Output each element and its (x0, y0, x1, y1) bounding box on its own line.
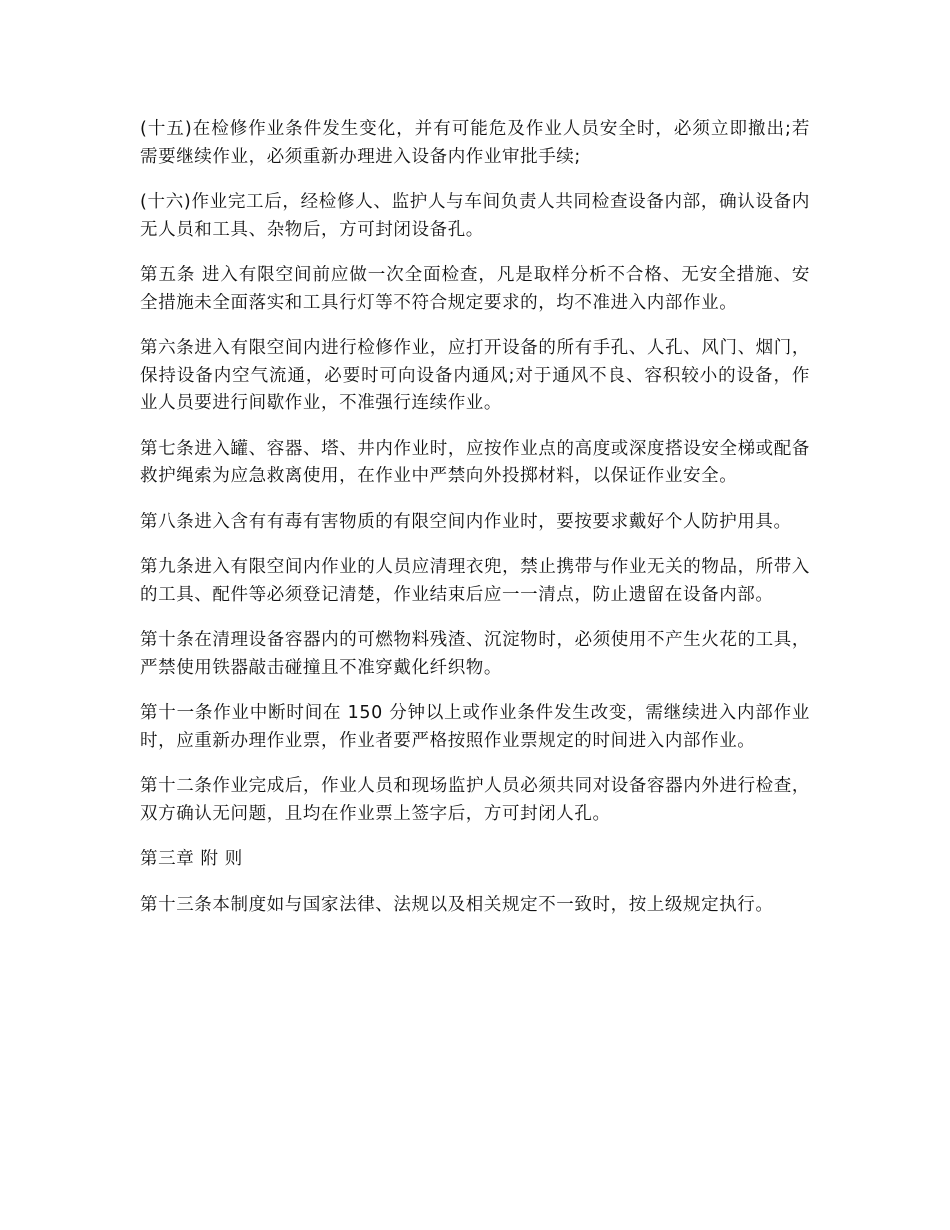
paragraph-item-15: (十五)在检修作业条件发生变化，并有可能危及作业人员安全时，必须立即撤出;若需要继续作业，必须重新办理进入设备内作业审批手续; (140, 119, 810, 167)
article-12: 第十二条作业完成后，作业人员和现场监护人员必须共同对设备容器内外进行检查，双方确认无问题，且均在作业票上签字后，方可封闭人孔。 (140, 776, 810, 824)
article-13: 第十三条本制度如与国家法律、法规以及相关规定不一致时，按上级规定执行。 (140, 894, 774, 915)
article-5: 第五条 进入有限空间前应做一次全面检查，凡是取样分析不合格、无安全措施、安全措施未全面落实和工具行灯等不符合规定要求的，均不准进入内部作业。 (140, 265, 810, 313)
article-7: 第七条进入罐、容器、塔、井内作业时，应按作业点的高度或深度搭设安全梯或配备救护绳索为应急救离使用，在作业中严禁向外投掷材料，以保证作业安全。 (140, 438, 810, 486)
article-10: 第十条在清理设备容器内的可燃物料残渣、沉淀物时，必须使用不产生火花的工具，严禁使用铁器敲击碰撞且不准穿戴化纤织物。 (140, 630, 810, 678)
article-6: 第六条进入有限空间内进行检修作业，应打开设备的所有手孔、人孔、风门、烟门，保持设备内空气流通，必要时可向设备内通风;对于通风不良、容积较小的设备，作业人员要进行间歇作业，不准强行连续作业。 (140, 338, 810, 413)
paragraph-item-16: (十六)作业完工后，经检修人、监护人与车间负责人共同检查设备内部，确认设备内无人员和工具、杂物后，方可封闭设备孔。 (140, 192, 810, 240)
article-8: 第八条进入含有有毒有害物质的有限空间内作业时，要按要求戴好个人防护用具。 (140, 511, 792, 532)
article-9: 第九条进入有限空间内作业的人员应清理衣兜，禁止携带与作业无关的物品，所带入的工具、配件等必须登记清楚，作业结束后应一一清点，防止遗留在设备内部。 (140, 557, 810, 605)
article-11: 第十一条作业中断时间在 150 分钟以上或作业条件发生改变，需继续进入内部作业时，应重新办理作业票，作业者要严格按照作业票规定的时间进入内部作业。 (140, 703, 810, 751)
chapter-heading: 第三章 附 则 (140, 849, 243, 869)
